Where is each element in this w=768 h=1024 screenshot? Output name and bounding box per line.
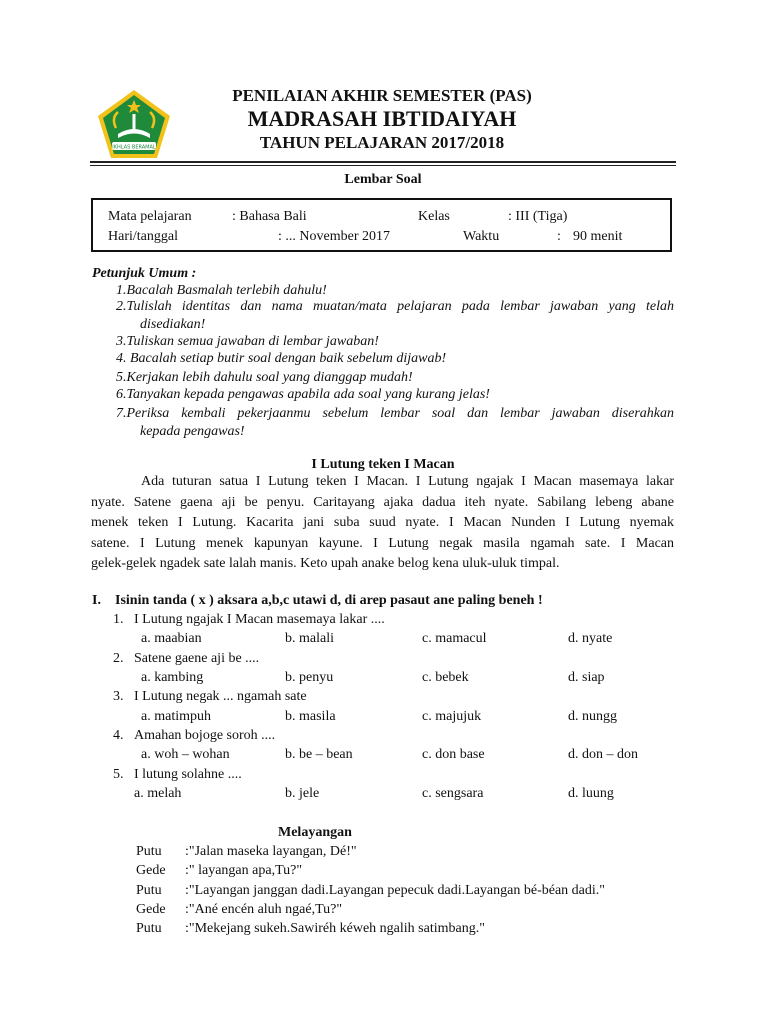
date-label: Hari/tanggal: [108, 229, 178, 244]
option-b: b. malali: [285, 631, 334, 646]
question-text: I Lutung negak ... ngamah sate: [134, 689, 307, 704]
question-text: Amahan bojoge soroh ....: [134, 728, 276, 743]
option-c: c. sengsara: [422, 786, 484, 801]
option-a: a. woh – wohan: [141, 747, 230, 762]
question-text: Satene gaene aji be ....: [134, 651, 260, 666]
instruction-item: 7.Periksa kembali pekerjaanmu sebelum lembar soal dan lembar jawaban diserahkan: [116, 406, 674, 421]
question-number: 5.: [113, 767, 124, 782]
exam-title: PENILAIAN AKHIR SEMESTER (PAS): [232, 86, 532, 105]
class-label: Kelas: [418, 209, 450, 224]
dialogue-line: :"Jalan maseka layangan, Dé!": [185, 844, 357, 859]
school-name: MADRASAH IBTIDAIYAH: [247, 106, 517, 131]
option-b: b. penyu: [285, 670, 334, 685]
story-line: Ada tuturan satua I Lutung teken I Macan. I Lutung ngajak I Macan masemaya lakar: [141, 474, 674, 489]
story-text: [91, 472, 674, 575]
instruction-item: 4. Bacalah setiap butir soal dengan baik sebelum dijawab!: [116, 351, 447, 366]
story-line: menek teken I Lutung. Kacarita jani suba suud nyate. I Macan Nunden I Lutung nyemak: [91, 515, 674, 530]
time-label: Waktu: [463, 229, 500, 244]
option-b: b. jele: [285, 786, 320, 801]
option-a: a. kambing: [141, 670, 204, 685]
option-d: d. nyate: [568, 631, 613, 646]
question-number: 3.: [113, 689, 124, 704]
option-b: b. masila: [285, 709, 336, 724]
dialogue-speaker: Gede: [136, 863, 166, 878]
question-number: 2.: [113, 651, 124, 666]
svg-text:IKHLAS BERAMAL: IKHLAS BERAMAL: [112, 144, 156, 151]
instruction-item: 5.Kerjakan lebih dahulu soal yang dianggap mudah!: [116, 370, 413, 385]
instruction-item-continued: disediakan!: [140, 317, 206, 332]
story-line: satene. I Lutung menek kapunyan kayune. I Lutung negak masila ngamah sate. I Macan: [91, 535, 674, 551]
academic-year: TAHUN PELAJARAN 2017/2018: [259, 133, 505, 152]
story-line: nyate. Satene gaena aji be penyu. Caritayang ajaka dadua iteh nyate. Sabilang lebeng abane: [91, 494, 674, 510]
instructions-title: Petunjuk Umum :: [92, 266, 197, 281]
question-text: I lutung solahne ....: [134, 767, 242, 782]
instruction-item-continued: kepada pengawas!: [140, 424, 245, 439]
time-value: 90 menit: [573, 229, 623, 244]
date-value: : ... November 2017: [278, 229, 390, 244]
option-a: a. matimpuh: [141, 709, 211, 724]
header-divider-thin: [90, 165, 676, 166]
option-a: a. melah: [134, 786, 182, 801]
section-number: I.: [92, 593, 101, 608]
kemenag-emblem-icon: [94, 88, 174, 160]
option-d: d. siap: [568, 670, 605, 685]
header-divider: [90, 161, 676, 163]
subject-value: : Bahasa Bali: [232, 209, 307, 224]
dialogue-speaker: Putu: [136, 883, 162, 898]
dialogue-speaker: Putu: [136, 844, 162, 859]
subject-label: Mata pelajaran: [108, 209, 192, 224]
dialogue-speaker: Gede: [136, 902, 166, 917]
question-text: I Lutung ngajak I Macan masemaya lakar ....: [134, 612, 385, 627]
option-c: c. bebek: [422, 670, 469, 685]
option-c: c. mamacul: [422, 631, 487, 646]
instruction-item: 1.Bacalah Basmalah terlebih dahulu!: [116, 283, 327, 298]
option-d: d. luung: [568, 786, 614, 801]
story-line: gelek-gelek ngadek sate lalah manis. Keto upah anake belog kena uluk-uluk timpal.: [91, 556, 560, 571]
option-b: b. be – bean: [285, 747, 353, 762]
option-d: d. don – don: [568, 747, 638, 762]
dialogue-title: Melayangan: [278, 825, 352, 840]
question-number: 1.: [113, 612, 124, 627]
option-c: c. majujuk: [422, 709, 482, 724]
option-a: a. maabian: [141, 631, 202, 646]
instruction-item: 3.Tuliskan semua jawaban di lembar jawaban!: [116, 334, 379, 349]
instruction-item: 2.Tulislah identitas dan nama muatan/mata pelajaran pada lembar jawaban yang telah: [116, 299, 674, 314]
option-c: c. don base: [422, 747, 485, 762]
question-number: 4.: [113, 728, 124, 743]
section-instruction: Isinin tanda ( x ) aksara a,b,c utawi d, di arep pasaut ane paling beneh !: [115, 593, 543, 608]
option-d: d. nungg: [568, 709, 617, 724]
dialogue-line: :"Mekejang sukeh.Sawiréh kéweh ngalih satimbang.": [185, 921, 485, 936]
dialogue-line: :" layangan apa,Tu?": [185, 863, 303, 878]
dialogue-line: :"Ané encén aluh ngaé,Tu?": [185, 902, 343, 917]
sheet-subtitle: Lembar Soal: [344, 172, 422, 187]
madrasah-logo: [94, 88, 174, 160]
class-value: : III (Tiga): [508, 209, 568, 224]
dialogue-speaker: Putu: [136, 921, 162, 936]
instruction-item: 6.Tanyakan kepada pengawas apabila ada soal yang kurang jelas!: [116, 387, 490, 402]
time-colon: :: [557, 229, 561, 244]
story-title: I Lutung teken I Macan: [311, 457, 455, 472]
dialogue-line: :"Layangan janggan dadi.Layangan pepecuk dadi.Layangan bé-béan dadi.": [185, 883, 605, 898]
